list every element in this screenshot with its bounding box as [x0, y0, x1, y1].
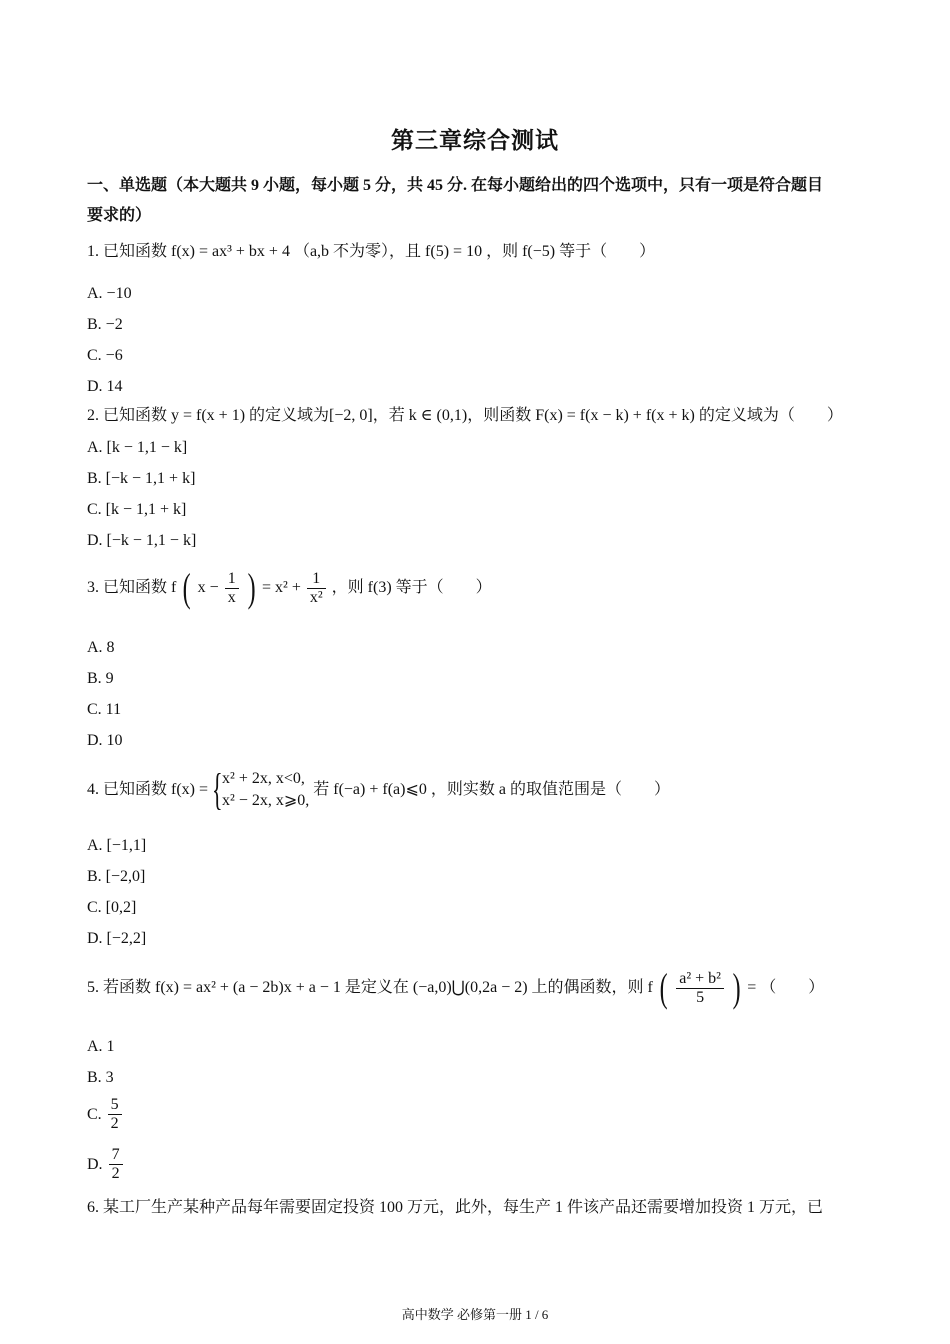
q5-prefix: 5. 若函数 f(x) = ax² + (a − 2b)x + a − 1 是定义在 (−a,0)⋃(0,2a − 2) 上的偶函数，则 f [87, 979, 653, 996]
q3-frac1-den: x [227, 588, 236, 606]
q1-option-c: C. −6 [87, 347, 123, 364]
q5-optc-label: C. [87, 1105, 102, 1123]
brace-icon: { [212, 765, 223, 814]
q3-suffix: ，则 f(3) 等于（ ） [331, 579, 492, 596]
q3-fraction-2 [307, 570, 326, 607]
q5-option-b: B. 3 [87, 1069, 114, 1086]
q5-option-d [87, 1146, 125, 1183]
q5-optd-num: 7 [109, 1146, 123, 1165]
section-heading-line2: 要求的） [87, 207, 152, 224]
q4-option-a: A. [−1,1] [87, 837, 147, 854]
question-4 [87, 765, 670, 814]
right-paren: ) [247, 565, 256, 610]
q2-option-b: B. [−k − 1,1 + k] [87, 470, 196, 487]
q3-prefix: 3. 已知函数 f [87, 579, 177, 596]
q2-option-a: A. [k − 1,1 − k] [87, 439, 188, 456]
q3-option-a: A. 8 [87, 639, 115, 656]
question-6: 6. 某工厂生产某种产品每年需要固定投资 100 万元，此外，每生产 1 件该产品还需要增加投资 1 万元，已 [87, 1199, 824, 1216]
left-paren: ( [183, 565, 192, 610]
section-heading-line1: 一、单选题（本大题共 9 小题，每小题 5 分，共 45 分. 在每小题给出的四个选项中，只有一项是符合题目 [87, 177, 824, 194]
q4-suffix: 若 f(−a) + f(a)⩽0 ，则实数 a 的取值范围是（ ） [313, 781, 670, 798]
q5-fraction [676, 970, 724, 1007]
question-3 [87, 565, 492, 610]
q5-optd-fraction [109, 1146, 123, 1183]
question-5 [87, 965, 825, 1010]
q1-option-d: D. 14 [87, 378, 123, 395]
q3-option-c: C. 11 [87, 701, 122, 718]
q3-option-b: B. 9 [87, 670, 114, 687]
q2-option-c: C. [k − 1,1 + k] [87, 501, 187, 518]
question-2: 2. 已知函数 y = f(x + 1) 的定义域为[−2, 0]，若 k ∈ (0,1)，则函数 F(x) = f(x − k) + f(x + k) 的定义域为（ ） [87, 407, 843, 424]
q3-eq: = x² + [262, 579, 301, 596]
q5-option-c [87, 1096, 124, 1133]
q3-fraction-1 [225, 570, 239, 607]
q4-case-1: x² + 2x, x<0, [222, 770, 305, 787]
page-title: 第三章综合测试 [391, 128, 559, 153]
q3-frac2-den: x² [309, 588, 323, 606]
q2-option-d: D. [−k − 1,1 − k] [87, 532, 197, 549]
question-1: 1. 已知函数 f(x) = ax³ + bx + 4 （a,b 不为零），且 f(5) = 10 ，则 f(−5) 等于（ ） [87, 243, 656, 260]
q5-frac-num: a² + b² [676, 970, 724, 989]
q4-case-2: x² − 2x, x⩾0, [222, 792, 310, 809]
q3-option-d: D. 10 [87, 732, 123, 749]
q4-option-c: C. [0,2] [87, 899, 137, 916]
q5-optd-den: 2 [111, 1165, 120, 1182]
q4-option-b: B. [−2,0] [87, 868, 146, 885]
q3-inner: x − [197, 579, 219, 596]
q3-frac2-num: 1 [307, 570, 326, 589]
left-paren: ( [659, 965, 668, 1010]
q5-suffix: = （ ） [747, 979, 825, 996]
q5-optd-label: D. [87, 1155, 103, 1173]
q5-optc-fraction [108, 1096, 122, 1133]
q4-option-d: D. [−2,2] [87, 930, 147, 947]
q5-frac-den: 5 [696, 988, 705, 1006]
right-paren: ) [732, 965, 741, 1010]
q5-optc-den: 2 [110, 1115, 119, 1132]
q5-optc-num: 5 [108, 1096, 122, 1115]
q4-prefix: 4. 已知函数 f(x) = [87, 781, 209, 798]
q5-option-a: A. 1 [87, 1038, 115, 1055]
q1-option-b: B. −2 [87, 316, 123, 333]
q3-frac1-num: 1 [225, 570, 239, 589]
page-footer: 高中数学 必修第一册 1 / 6 [401, 1307, 549, 1322]
q1-option-a: A. −10 [87, 285, 132, 302]
q4-piecewise [212, 765, 310, 814]
